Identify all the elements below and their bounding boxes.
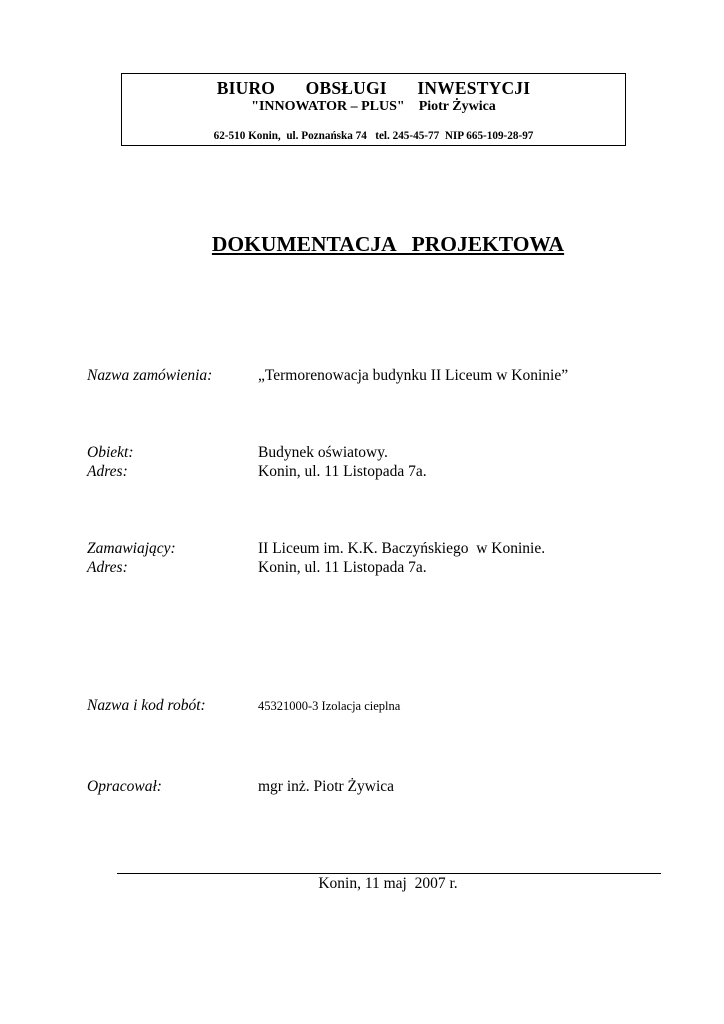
client-value: II Liceum im. K.K. Baczyńskiego w Koninie. (258, 540, 546, 557)
works-value: 45321000-3 Izolacja cieplna (258, 699, 401, 713)
author-value: mgr inż. Piotr Żywica (258, 778, 395, 795)
company-owner: Piotr Żywica (418, 99, 496, 114)
object-label: Obiekt: (87, 444, 134, 461)
place-and-date: Konin, 11 maj 2007 r. (318, 875, 458, 892)
footer-rule (117, 873, 661, 874)
company-name-line (122, 99, 625, 115)
object-value: Budynek oświatowy. (258, 444, 388, 461)
client-label: Zamawiający: (87, 540, 176, 557)
order-name-label: Nazwa zamówienia: (87, 367, 213, 384)
object-address-value: Konin, ul. 11 Listopada 7a. (258, 463, 427, 480)
client-address-label: Adres: (87, 559, 128, 576)
client-address-value: Konin, ul. 11 Listopada 7a. (258, 559, 427, 576)
object-address-label: Adres: (87, 463, 128, 480)
author-label: Opracował: (87, 778, 162, 795)
works-label: Nazwa i kod robót: (87, 697, 206, 714)
company-header-box (121, 73, 626, 146)
order-name-value: „Termorenowacja budynku II Liceum w Koninie” (258, 367, 569, 384)
document-title: DOKUMENTACJA PROJEKTOWA (211, 232, 565, 256)
company-contact: 62-510 Konin, ul. Poznańska 74 tel. 245-45-77 NIP 665-109-28-97 (213, 130, 534, 142)
company-name: "INNOWATOR – PLUS" (251, 99, 405, 114)
office-name: BIURO OBSŁUGI INWESTYCJI (216, 78, 531, 98)
